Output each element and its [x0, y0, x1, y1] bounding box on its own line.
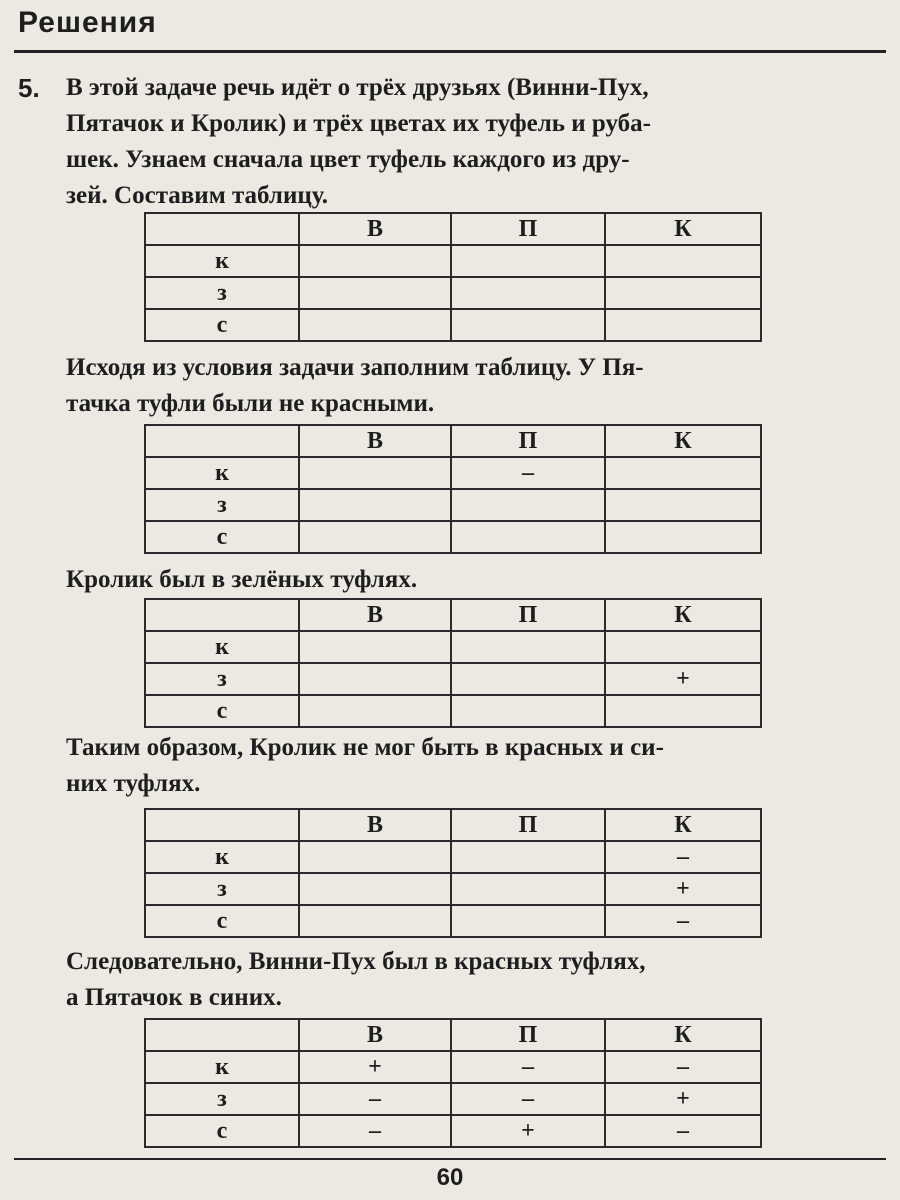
text-line: Исходя из условия задачи заполним таблицу. У Пя- [66, 354, 644, 381]
table-cell [451, 905, 605, 937]
table-cell [299, 841, 451, 873]
table-cell [299, 631, 451, 663]
row-label: к [145, 631, 299, 663]
table-header-cell: В [299, 425, 451, 457]
table-row [145, 905, 761, 937]
table-cell [299, 521, 451, 553]
text-line: Следовательно, Винни-Пух был в красных туфлях, [66, 948, 646, 975]
table-cell [145, 425, 299, 457]
table-header-cell: П [451, 809, 605, 841]
table-cell [299, 695, 451, 727]
table-row [145, 277, 761, 309]
table-cell [451, 695, 605, 727]
table-header-cell: П [451, 213, 605, 245]
table-cell: – [605, 841, 761, 873]
table-cell [299, 489, 451, 521]
table-cell [605, 245, 761, 277]
table-cell [605, 521, 761, 553]
text-line: Кролик был в зелёных туфлях. [66, 566, 418, 593]
table-cell [605, 277, 761, 309]
table-header-cell: К [605, 1019, 761, 1051]
table-cell [451, 873, 605, 905]
text-line: Таким образом, Кролик не мог быть в красных и си- [66, 734, 664, 761]
table-cell [451, 663, 605, 695]
table-row [145, 489, 761, 521]
row-label: с [145, 695, 299, 727]
row-label: с [145, 309, 299, 341]
table-row [145, 245, 761, 277]
table-cell [451, 521, 605, 553]
table-empty [144, 212, 762, 342]
text-line: шек. Узнаем сначала цвет туфель каждого из дру- [66, 146, 630, 173]
table-cell [605, 695, 761, 727]
table-row [145, 695, 761, 727]
table-cell [145, 213, 299, 245]
row-label: с [145, 521, 299, 553]
table-cell [299, 905, 451, 937]
table-header-row [145, 1019, 761, 1051]
table-cell [145, 1019, 299, 1051]
table-cell [299, 663, 451, 695]
text-line: В этой задаче речь идёт о трёх друзьях (Винни-Пух, [66, 74, 649, 101]
table-header-cell: В [299, 1019, 451, 1051]
table-row [145, 1051, 761, 1083]
paragraph-intro [66, 70, 882, 214]
table-step2 [144, 598, 762, 728]
table-cell: – [605, 1115, 761, 1147]
table-row [145, 309, 761, 341]
table-cell [299, 309, 451, 341]
footer-divider [14, 1158, 886, 1160]
paragraph-conclusion [66, 944, 882, 1016]
row-label: к [145, 245, 299, 277]
table-cell [605, 457, 761, 489]
text-line: тачка туфли были не красными. [66, 390, 435, 417]
table-header-cell: К [605, 809, 761, 841]
table-cell [451, 841, 605, 873]
text-line: Пятачок и Кролик) и трёх цветах их туфель и руба- [66, 110, 651, 137]
table-header-cell: К [605, 213, 761, 245]
table-header-cell: К [605, 599, 761, 631]
table-step1 [144, 424, 762, 554]
text-line: зей. Составим таблицу. [66, 182, 329, 209]
table-cell: + [605, 1083, 761, 1115]
row-label: с [145, 1115, 299, 1147]
table-cell: – [451, 1083, 605, 1115]
text-line: а Пятачок в синих. [66, 984, 282, 1011]
table-row [145, 1115, 761, 1147]
table-cell: – [299, 1083, 451, 1115]
table-row [145, 631, 761, 663]
table-header-cell: П [451, 425, 605, 457]
row-label: к [145, 1051, 299, 1083]
table-cell [605, 309, 761, 341]
table-cell: – [451, 457, 605, 489]
row-label: з [145, 873, 299, 905]
table-cell [451, 309, 605, 341]
table-final [144, 1018, 762, 1148]
table-cell [451, 489, 605, 521]
table-cell: – [451, 1051, 605, 1083]
table-header-cell: П [451, 1019, 605, 1051]
table-cell [145, 599, 299, 631]
row-label: з [145, 277, 299, 309]
table-cell: – [605, 1051, 761, 1083]
page-number: 60 [436, 1164, 464, 1191]
table-cell [451, 245, 605, 277]
table-cell [451, 277, 605, 309]
header-divider [14, 50, 886, 53]
row-label: к [145, 841, 299, 873]
row-label: з [145, 663, 299, 695]
paragraph-step1 [66, 350, 882, 422]
table-cell [451, 631, 605, 663]
row-label: с [145, 905, 299, 937]
table-step3 [144, 808, 762, 938]
table-cell: – [299, 1115, 451, 1147]
paragraph-step3 [66, 730, 882, 802]
table-cell [299, 457, 451, 489]
table-row [145, 457, 761, 489]
table-header-cell: П [451, 599, 605, 631]
table-cell [605, 631, 761, 663]
table-header-cell: К [605, 425, 761, 457]
paragraph-step2 [66, 562, 882, 598]
row-label: з [145, 1083, 299, 1115]
row-label: к [145, 457, 299, 489]
table-cell [299, 873, 451, 905]
table-row [145, 663, 761, 695]
table-header-row [145, 213, 761, 245]
table-row [145, 873, 761, 905]
table-header-row [145, 425, 761, 457]
table-row [145, 841, 761, 873]
table-cell [299, 277, 451, 309]
table-cell: – [605, 905, 761, 937]
table-header-row [145, 809, 761, 841]
section-title: Решения [18, 6, 157, 39]
table-row [145, 521, 761, 553]
table-header-row [145, 599, 761, 631]
table-cell: + [605, 663, 761, 695]
table-cell: + [451, 1115, 605, 1147]
table-cell: + [605, 873, 761, 905]
problem-number: 5. [18, 73, 40, 103]
table-header-cell: В [299, 809, 451, 841]
row-label: з [145, 489, 299, 521]
table-cell [145, 809, 299, 841]
table-cell [299, 245, 451, 277]
table-cell: + [299, 1051, 451, 1083]
text-line: них туфлях. [66, 770, 201, 797]
table-row [145, 1083, 761, 1115]
table-cell [605, 489, 761, 521]
table-header-cell: В [299, 599, 451, 631]
table-header-cell: В [299, 213, 451, 245]
